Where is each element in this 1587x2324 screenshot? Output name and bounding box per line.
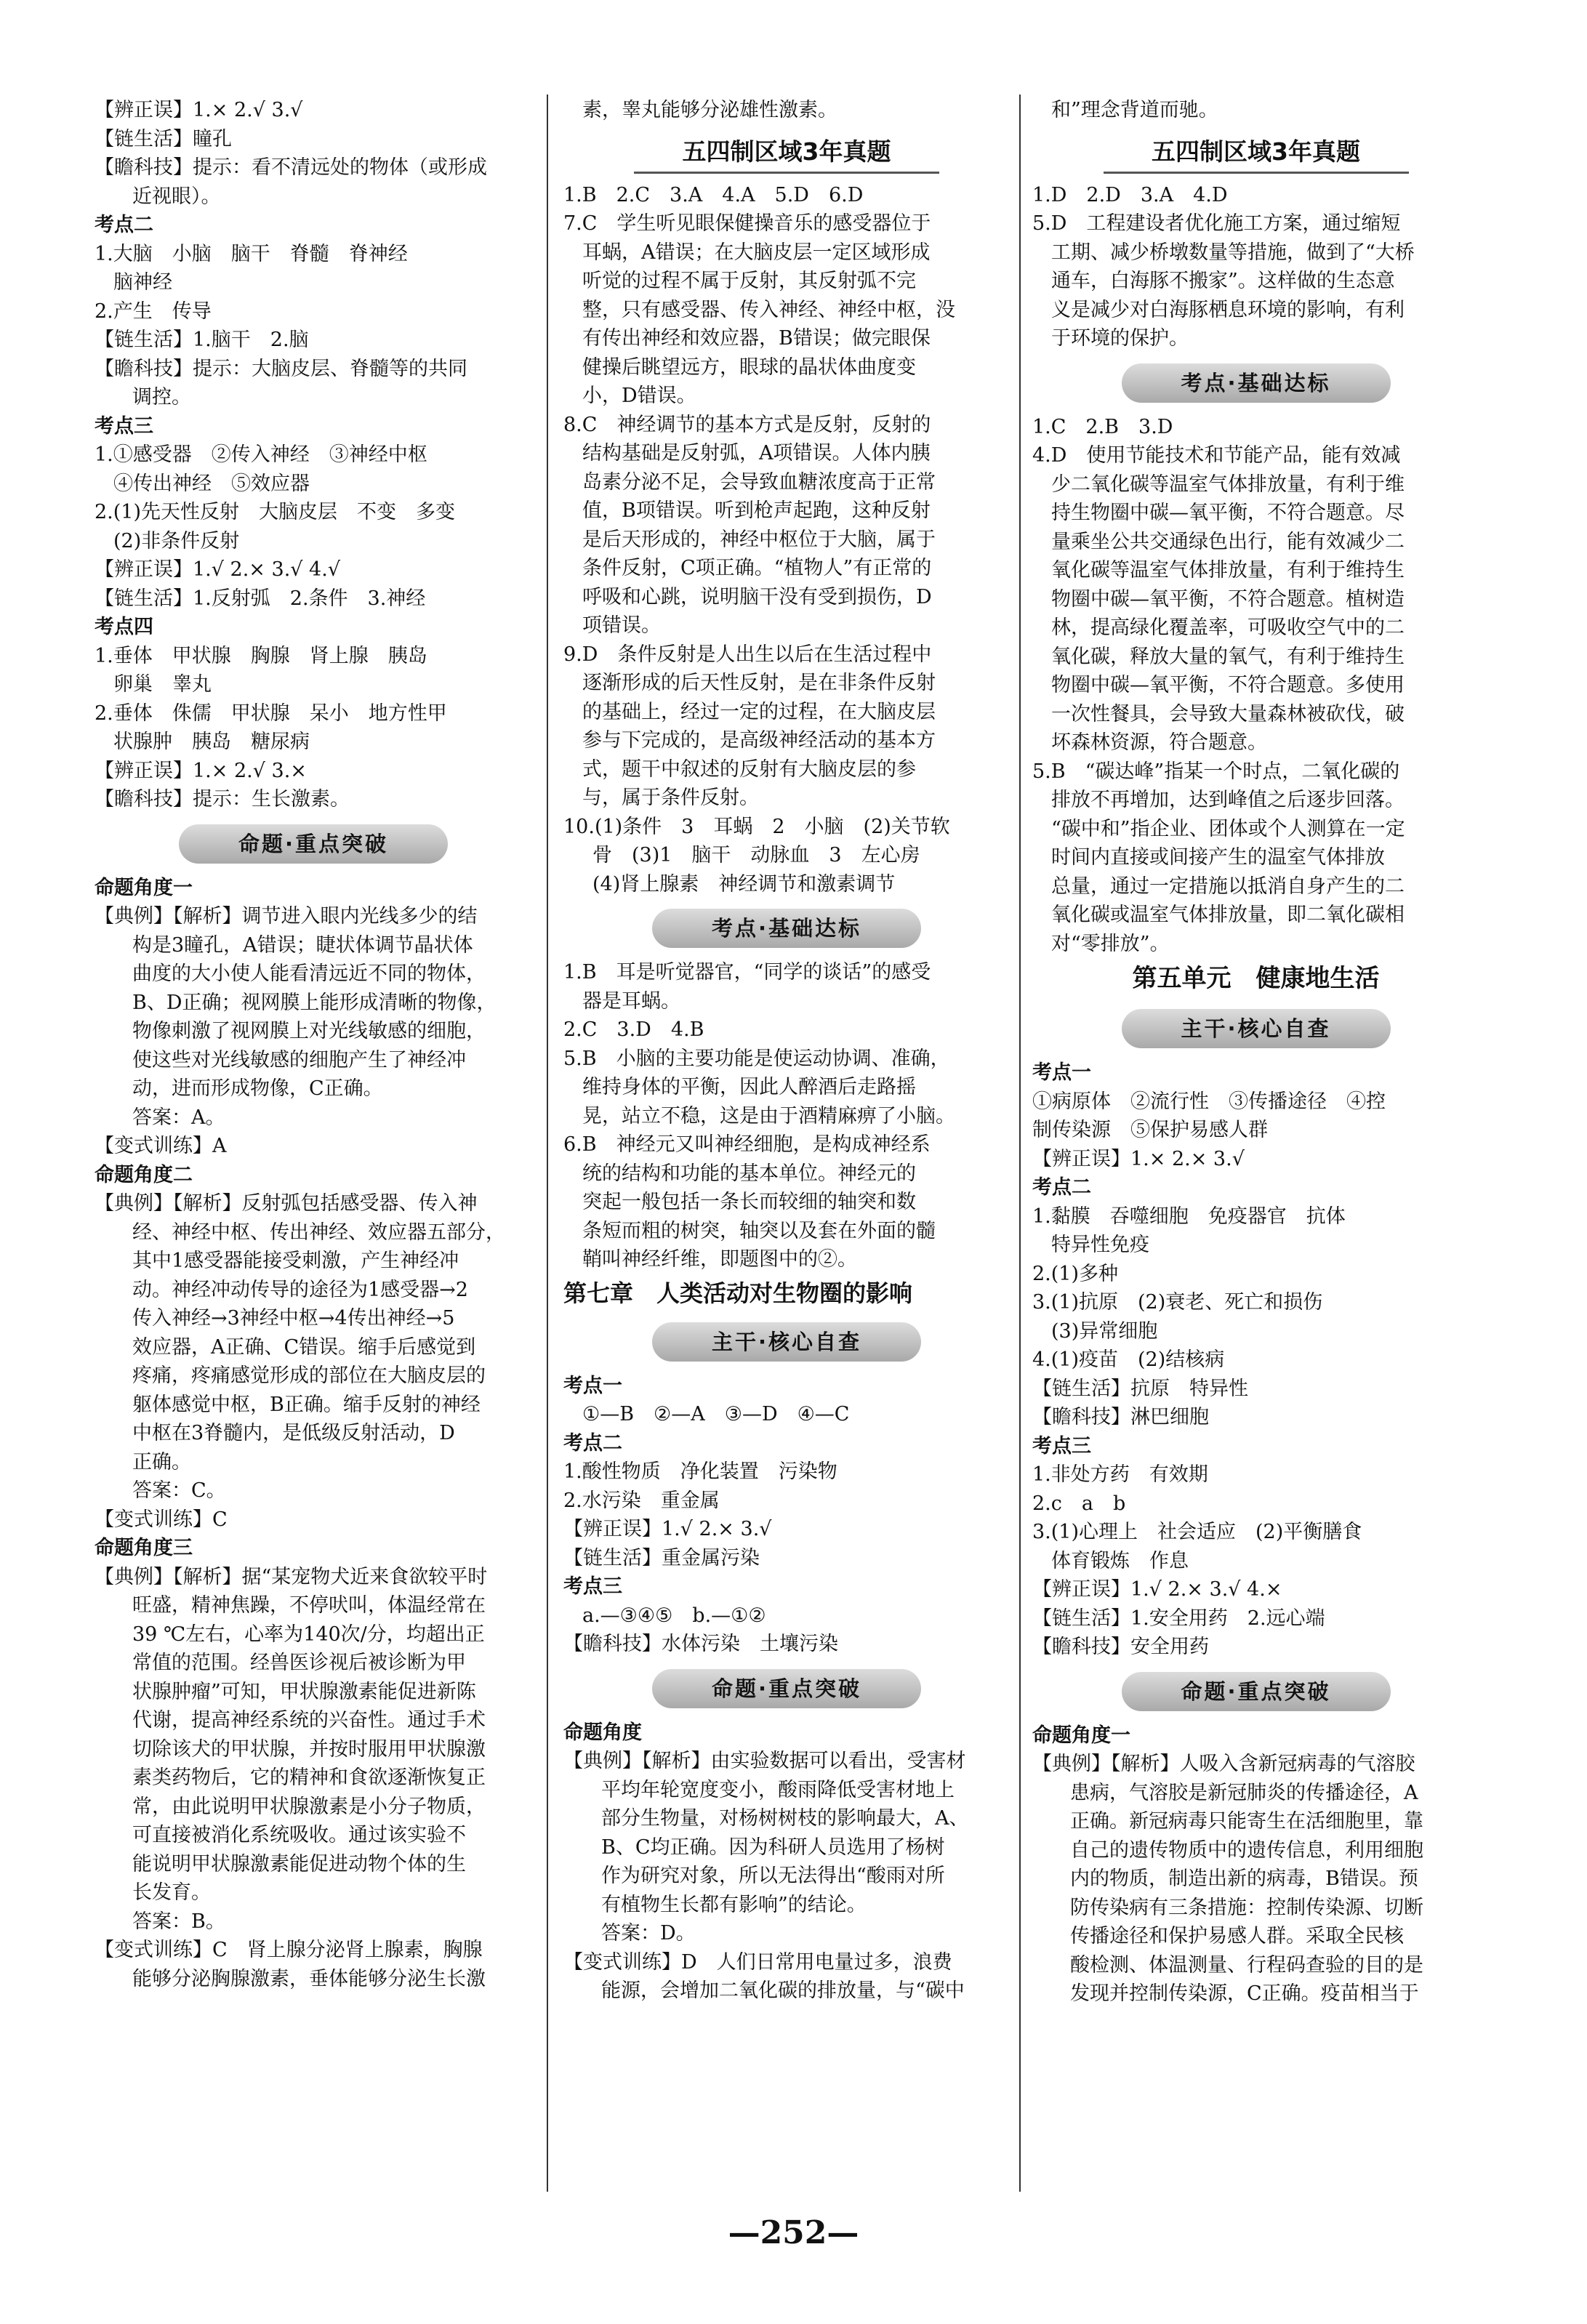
- subsection-heading: 考点三: [1032, 1434, 1091, 1457]
- text-line: 1.酸性物质 净化装置 污染物: [563, 1460, 837, 1483]
- text-line: 排放不再增加，达到峰值之后逐步回落。: [1051, 789, 1405, 811]
- text-line: 旺盛，精神焦躁，不停吠叫，体温经常在: [132, 1594, 486, 1617]
- text-line: 传入神经→3神经中枢→4传出神经→5: [132, 1307, 455, 1330]
- text-line: 【瞻科技】提示：看不清远处的物体（或形成: [95, 156, 487, 179]
- text-line: 【变式训练】A: [95, 1135, 227, 1157]
- text-line: 持生物圈中碳—氧平衡，不符合题意。尽: [1051, 502, 1405, 524]
- text-line: 防传染病有三条措施：控制传染源、切断: [1070, 1896, 1423, 1919]
- section-banner: 命题·重点突破: [652, 1669, 921, 1708]
- text-line: 【链生活】抗原 特异性: [1032, 1377, 1248, 1400]
- text-line: (2)非条件反射: [113, 529, 240, 552]
- text-line: 【辨正误】1.× 2.√ 3.×: [95, 759, 307, 782]
- subsection-heading: 命题角度一: [1032, 1724, 1130, 1747]
- text-line: 通车，白海豚不搬家”。这样做的生态意: [1051, 270, 1395, 292]
- text-line: 近视眼）。: [132, 185, 221, 208]
- text-line: 【链生活】1.安全用药 2.远心端: [1032, 1607, 1325, 1630]
- text-line: 正确。: [132, 1450, 191, 1473]
- text-line: 2.C 3.D 4.B: [563, 1018, 704, 1041]
- text-line: 【链生活】1.脑干 2.脑: [95, 329, 309, 351]
- text-line: 动，进而形成物像，C正确。: [132, 1077, 383, 1100]
- section-banner: 主干·核心自查: [1122, 1009, 1391, 1048]
- chapter-title: 第七章 人类活动对生物圈的影响: [563, 1279, 913, 1307]
- text-line: 9.D 条件反射是人出生以后在生活过程中: [563, 643, 932, 666]
- text-line: 状腺肿瘤”可知，甲状腺激素能促进新陈: [132, 1680, 476, 1703]
- text-line: 酸检测、体温测量、行程码查验的目的是: [1070, 1953, 1423, 1977]
- column-divider: [1019, 95, 1021, 2192]
- text-line: 2.产生 传导: [95, 299, 212, 323]
- text-line: 物圈中碳—氧平衡，不符合题意。植树造: [1051, 587, 1405, 611]
- page-number: —252—: [728, 2214, 859, 2251]
- subsection-heading: 考点一: [1032, 1061, 1091, 1084]
- text-line: 5.B “碳达峰”指某一个时点，二氧化碳的: [1032, 760, 1400, 783]
- text-line: (4)肾上腺素 神经调节和激素调节: [592, 872, 896, 896]
- text-line: 答案：C。: [132, 1479, 226, 1502]
- text-line: 8.C 神经调节的基本方式是反射，反射的: [563, 413, 931, 436]
- text-line: 耳蜗，A错误；在大脑皮层一定区域形成: [582, 241, 931, 264]
- text-line: 1.大脑 小脑 脑干 脊髓 脊神经: [95, 242, 408, 265]
- text-line: 素，睾丸能够分泌雄性激素。: [582, 99, 837, 121]
- text-line: 林，提高绿化覆盖率，可吸收空气中的二: [1051, 616, 1405, 639]
- text-line: ①病原体 ②流行性 ③传播途径 ④控: [1032, 1090, 1386, 1113]
- column-left: [95, 96, 532, 1993]
- unit-title: 第五单元 健康地生活: [1132, 964, 1380, 993]
- section-banner: 主干·核心自查: [652, 1322, 921, 1362]
- column-middle: [563, 96, 1010, 2006]
- text-line: 器是耳蜗。: [582, 989, 680, 1013]
- text-line: 动。神经冲动传导的途径为1感受器→2: [132, 1278, 468, 1301]
- text-line: B、D正确；视网膜上能形成清晰的物像，: [132, 991, 497, 1014]
- text-line: 卵巢 睾丸: [113, 673, 212, 696]
- text-line: 常，由此说明甲状腺激素是小分子物质，: [132, 1795, 486, 1818]
- text-line: 【典例】【解析】调节进入眼内光线多少的结: [95, 905, 478, 928]
- text-line: 【辨正误】1.× 2.√ 3.√: [95, 99, 303, 121]
- text-line: 【典例】【解析】人吸入含新冠病毒的气溶胶: [1032, 1753, 1415, 1775]
- text-line: 曲度的大小使人能看清远近不同的物体，: [132, 962, 486, 985]
- text-line: 5.B 小脑的主要功能是使运动协调、准确，: [563, 1047, 950, 1070]
- text-line: 自己的遗传物质中的遗传信息，利用细胞: [1070, 1838, 1423, 1862]
- text-line: 和”理念背道而驰。: [1051, 99, 1218, 121]
- text-line: 维持身体的平衡，因此人醉酒后走路摇: [582, 1076, 916, 1098]
- text-line: 体育锻炼 作息: [1051, 1549, 1189, 1572]
- section-banner: 命题·重点突破: [1122, 1672, 1391, 1711]
- text-line: 【典例】【解析】由实验数据可以看出，受害材: [563, 1750, 966, 1772]
- text-line: 2.c a b: [1032, 1492, 1126, 1515]
- subsection-heading: 考点二: [563, 1431, 622, 1455]
- column-divider: [547, 95, 548, 2192]
- text-line: 条短而粗的树突，轴突以及套在外面的髓: [582, 1219, 936, 1242]
- text-line: 平均年轮宽度变小，酸雨降低受害材地上: [601, 1778, 955, 1801]
- text-line: 发现并控制传染源，C正确。疫苗相当于: [1070, 1982, 1419, 2005]
- subsection-heading: 考点四: [95, 616, 153, 638]
- text-line: 项错误。: [582, 614, 661, 637]
- text-line: 【瞻科技】安全用药: [1032, 1636, 1209, 1658]
- text-line: 【变式训练】D 人们日常用电量过多，浪费: [563, 1950, 952, 1974]
- text-line: 经、神经中枢、传出神经、效应器五部分，: [132, 1221, 505, 1244]
- text-line: 1.垂体 甲状腺 胸腺 肾上腺 胰岛: [95, 644, 427, 667]
- text-line: 4.(1)疫苗 (2)结核病: [1032, 1348, 1225, 1371]
- text-line: 氧化碳或温室气体排放量，即二氧化碳相: [1051, 904, 1405, 926]
- text-line: 呼吸和心跳，说明脑干没有受到损伤，D: [582, 585, 932, 608]
- subsection-heading: 考点二: [1032, 1176, 1091, 1199]
- text-line: 长发育。: [132, 1881, 211, 1904]
- text-line: “碳中和”指企业、团体或个人测算在一定: [1051, 817, 1405, 840]
- text-line: 条件反射，C项正确。“植物人”有正常的: [582, 557, 932, 579]
- text-line: 【典例】【解析】据“某宠物犬近来食欲较平时: [95, 1565, 488, 1588]
- text-line: 使这些对光线敏感的细胞产生了神经冲: [132, 1048, 466, 1071]
- text-line: 少二氧化碳等温室气体排放量，有利于维: [1051, 473, 1405, 496]
- text-line: 参与下完成的，是高级神经活动的基本方: [582, 729, 936, 752]
- text-line: 1.C 2.B 3.D: [1032, 415, 1173, 438]
- text-line: 的基础上，经过一定的过程，在大脑皮层: [582, 700, 936, 723]
- text-line: 物像刺激了视网膜上对光线敏感的细胞，: [132, 1020, 486, 1042]
- text-line: 内的物质，制造出新的病毒，B错误。预: [1070, 1867, 1418, 1890]
- text-line: 【辨正误】1.× 2.× 3.√: [1032, 1147, 1245, 1170]
- text-line: 式，题干中叙述的反射有大脑皮层的参: [582, 757, 916, 781]
- subsection-heading: 命题角度三: [95, 1537, 193, 1559]
- text-line: 传播途径和保护易感人群。采取全民核: [1070, 1925, 1404, 1947]
- section-banner: 五四制区域3年真题: [634, 132, 939, 174]
- text-line: 【瞻科技】提示：生长激素。: [95, 788, 350, 811]
- subsection-heading: 考点三: [563, 1575, 622, 1598]
- text-line: 岛素分泌不足，会导致血糖浓度高于正常: [582, 470, 936, 494]
- text-line: 答案：A。: [132, 1106, 225, 1129]
- text-line: 物圈中碳—氧平衡，不符合题意。多使用: [1051, 674, 1405, 696]
- text-line: 特异性免疫: [1051, 1234, 1149, 1256]
- text-line: 素类药物后，它的精神和食欲逐渐恢复正: [132, 1766, 486, 1789]
- text-line: 中枢在3脊髓内，是低级反射活动，D: [132, 1422, 455, 1444]
- text-line: 1.B 耳是听觉器官，“同学的谈话”的感受: [563, 961, 931, 984]
- text-line: 与，属于条件反射。: [582, 787, 759, 809]
- text-line: 统的结构和功能的基本单位。神经元的: [582, 1162, 916, 1185]
- text-line: 常值的范围。经兽医诊视后被诊断为甲: [132, 1652, 466, 1674]
- section-banner: 命题·重点突破: [179, 824, 448, 864]
- section-banner: 考点·基础达标: [652, 909, 921, 948]
- text-line: 1.D 2.D 3.A 4.D: [1032, 183, 1228, 206]
- text-line: 2.(1)多种: [1032, 1262, 1119, 1285]
- subsection-heading: 考点二: [95, 214, 153, 236]
- text-line: 工期、减少桥墩数量等措施，做到了“大桥: [1051, 241, 1415, 264]
- subsection-heading: 命题角度一: [95, 876, 193, 899]
- text-line: 1.黏膜 吞噬细胞 免疫器官 抗体: [1032, 1205, 1346, 1228]
- text-line: 3.(1)心理上 社会适应 (2)平衡膳食: [1032, 1521, 1362, 1543]
- text-line: 疼痛，疼痛感觉形成的部位在大脑皮层的: [132, 1364, 486, 1387]
- text-line: 量乘坐公共交通绿色出行，能有效减少二: [1051, 530, 1405, 553]
- text-line: 制传染源 ⑤保护易感人群: [1032, 1119, 1268, 1141]
- text-line: 10.(1)条件 3 耳蜗 2 小脑 (2)关节软: [563, 815, 950, 838]
- text-line: 5.D 工程建设者优化施工方案，通过缩短: [1032, 212, 1401, 235]
- text-line: ①—B ②—A ③—D ④—C: [582, 1403, 850, 1426]
- text-line: 2.(1)先天性反射 大脑皮层 不变 多变: [95, 501, 456, 523]
- text-line: (3)异常细胞: [1051, 1319, 1158, 1343]
- text-line: a.—③④⑤ b.—①②: [582, 1604, 766, 1627]
- section-banner: 考点·基础达标: [1122, 363, 1391, 403]
- text-line: 【变式训练】C: [95, 1508, 228, 1531]
- text-line: 于环境的保护。: [1051, 327, 1189, 350]
- text-line: 调控。: [132, 386, 191, 409]
- text-line: 6.B 神经元又叫神经细胞，是构成神经系: [563, 1133, 931, 1156]
- text-line: 【辨正误】1.√ 2.× 3.√ 4.×: [1032, 1578, 1282, 1601]
- text-line: 有传出神经和效应器，B错误；做完眼保: [582, 327, 931, 350]
- text-line: 整，只有感受器、传入神经、神经中枢，没: [582, 298, 955, 321]
- text-line: ④传出神经 ⑤效应器: [113, 472, 310, 495]
- text-line: 小，D错误。: [582, 385, 696, 407]
- text-line: 部分生物量，对杨树树枝的影响最大，A、: [601, 1807, 969, 1830]
- text-line: 【瞻科技】提示：大脑皮层、脊髓等的共同: [95, 357, 467, 380]
- subsection-heading: 考点三: [95, 414, 153, 438]
- text-line: 值，B项错误。听到枪声起跑，这种反射: [582, 499, 931, 522]
- text-line: 代谢，提高神经系统的兴奋性。通过手术: [132, 1709, 486, 1732]
- text-line: 状腺肿 胰岛 糖尿病: [113, 731, 310, 753]
- column-right: [1032, 96, 1479, 2009]
- text-line: 其中1感受器能接受刺激，产生神经冲: [132, 1250, 459, 1272]
- text-line: 对“零排放”。: [1051, 932, 1170, 955]
- text-line: 义是减少对白海豚栖息环境的影响，有利: [1051, 298, 1405, 321]
- text-line: 7.C 学生听见眼保健操音乐的感受器位于: [563, 212, 931, 235]
- text-line: 骨 (3)1 脑干 动脉血 3 左心房: [592, 844, 920, 867]
- text-line: 能够分泌胸腺激素，垂体能够分泌生长激: [132, 1967, 486, 1990]
- text-line: 2.垂体 侏儒 甲状腺 呆小 地方性甲: [95, 701, 447, 725]
- text-line: 【典例】【解析】反射弧包括感受器、传入神: [95, 1192, 478, 1215]
- text-line: 时间内直接或间接产生的温室气体排放: [1051, 846, 1385, 869]
- text-line: 正确。新冠病毒只能寄生在活细胞里，靠: [1070, 1810, 1423, 1833]
- text-line: 1.非处方药 有效期: [1032, 1463, 1208, 1486]
- text-line: 一次性餐具，会导致大量森林被砍伐，破: [1051, 702, 1405, 725]
- text-line: 构是3瞳孔，A错误；睫状体调节晶状体: [132, 933, 473, 957]
- text-line: 鞘叫神经纤维，即题图中的②。: [582, 1248, 857, 1271]
- subsection-heading: 考点一: [563, 1374, 622, 1397]
- text-line: 4.D 使用节能技术和节能产品，能有效减: [1032, 444, 1401, 467]
- text-line: 是后天形成的，神经中枢位于大脑，属于: [582, 528, 936, 551]
- text-line: 总量，通过一定措施以抵消自身产生的二: [1051, 874, 1405, 898]
- text-line: 切除该犬的甲状腺，并按时服用甲状腺激: [132, 1737, 486, 1761]
- text-line: 39 ℃左右，心率为140次/分，均超出正: [132, 1623, 485, 1646]
- text-line: 患病，气溶胶是新冠肺炎的传播途径，A: [1070, 1781, 1418, 1804]
- text-line: 突起一般包括一条长而较细的轴突和数: [582, 1191, 916, 1213]
- text-line: B、C均正确。因为科研人员选用了杨树: [601, 1836, 945, 1859]
- text-line: 听觉的过程不属于反射，其反射弧不完: [582, 270, 916, 292]
- text-line: 脑神经: [113, 271, 172, 294]
- text-line: 晃，站立不稳，这是由于酒精麻痹了小脑。: [582, 1104, 955, 1127]
- text-line: 2.水污染 重金属: [563, 1489, 720, 1512]
- text-line: 能源，会增加二氧化碳的排放量，与“碳中: [601, 1979, 965, 2002]
- text-line: 有植物生长都有影响”的结论。: [601, 1893, 867, 1916]
- text-line: 答案：D。: [601, 1922, 696, 1945]
- text-line: 氧化碳，释放大量的氧气，有利于维持生: [1051, 645, 1405, 668]
- text-line: 答案：B。: [132, 1910, 225, 1933]
- text-line: 健操后眺望远方，眼球的晶状体曲度变: [582, 355, 916, 379]
- text-line: 【辨正误】1.√ 2.× 3.√ 4.√: [95, 558, 341, 581]
- subsection-heading: 命题角度: [563, 1721, 642, 1744]
- text-line: 氧化碳等温室气体排放量，有利于维持生: [1051, 559, 1405, 582]
- text-line: 【变式训练】C 肾上腺分泌肾上腺素，胸腺: [95, 1939, 483, 1961]
- text-line: 能说明甲状腺激素能促进动物个体的生: [132, 1852, 466, 1875]
- text-line: 1.B 2.C 3.A 4.A 5.D 6.D: [563, 183, 864, 206]
- text-line: 逐渐形成的后天性反射，是在非条件反射: [582, 672, 936, 694]
- text-line: 【链生活】瞳孔: [95, 127, 232, 150]
- text-line: 【辨正误】1.√ 2.× 3.√: [563, 1518, 772, 1540]
- text-line: 效应器，A正确、C错误。缩手后感觉到: [132, 1335, 476, 1359]
- text-line: 坏森林资源，符合题意。: [1051, 731, 1267, 754]
- text-line: 躯体感觉中枢，B正确。缩手反射的神经: [132, 1393, 481, 1416]
- text-line: 【链生活】1.反射弧 2.条件 3.神经: [95, 587, 426, 610]
- text-line: 结构基础是反射弧，A项错误。人体内胰: [582, 442, 931, 465]
- section-banner: 五四制区域3年真题: [1104, 132, 1409, 174]
- text-line: 【瞻科技】淋巴细胞: [1032, 1406, 1209, 1428]
- text-line: 3.(1)抗原 (2)衰老、死亡和损伤: [1032, 1291, 1323, 1314]
- text-line: 1.①感受器 ②传入神经 ③神经中枢: [95, 443, 427, 466]
- text-line: 【链生活】重金属污染: [563, 1546, 760, 1569]
- text-line: 作为研究对象，所以无法得出“酸雨对所: [601, 1865, 945, 1887]
- text-line: 【瞻科技】水体污染 土壤污染: [563, 1633, 838, 1655]
- subsection-heading: 命题角度二: [95, 1163, 193, 1186]
- text-line: 可直接被消化系统吸收。通过该实验不: [132, 1824, 466, 1846]
